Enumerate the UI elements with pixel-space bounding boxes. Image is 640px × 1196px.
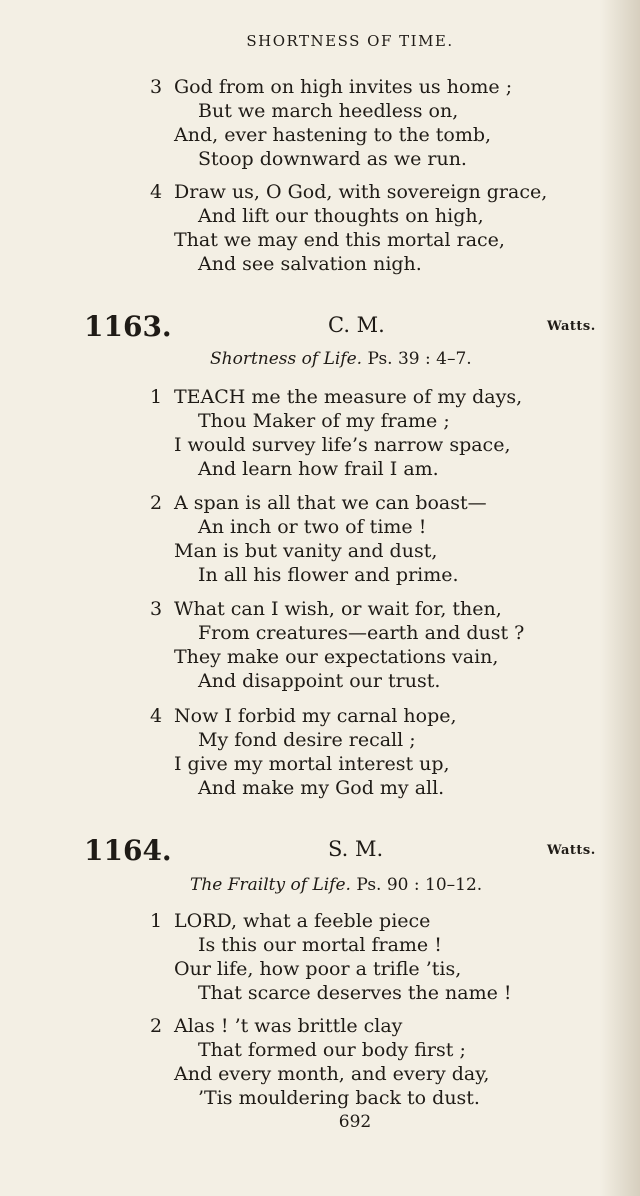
hymn-meter: S. M. xyxy=(328,837,384,861)
verse-line: Stoop downward as we run. xyxy=(198,148,467,170)
hymn-number: 1164. xyxy=(84,834,172,867)
verse-line: Thou Maker of my frame ; xyxy=(198,410,450,432)
hymn-topic: Shortness of Life. xyxy=(210,349,363,369)
hymn-topic: The Frailty of Life. xyxy=(190,875,351,895)
stanza xyxy=(150,385,522,481)
stanza xyxy=(150,75,512,171)
stanza xyxy=(150,597,524,693)
verse-line: And, ever hastening to the tomb, xyxy=(174,124,492,146)
verse-line: An inch or two of time ! xyxy=(198,516,427,538)
stanza-number: 2 xyxy=(150,1015,163,1037)
stanza xyxy=(150,1014,489,1110)
verse-line: Is this our mortal frame ! xyxy=(198,934,442,956)
verse-line: And lift our thoughts on high, xyxy=(198,205,484,227)
page-edge-shadow xyxy=(600,0,640,1196)
verse-line: But we march heedless on, xyxy=(198,100,459,122)
hymn-meter: C. M. xyxy=(328,313,385,337)
verse-line: That we may end this mortal race, xyxy=(174,229,505,251)
verse-line: 1 TEACH me the measure of my days, xyxy=(150,386,523,408)
verse-line: 1 LORD, what a feeble piece xyxy=(150,910,431,932)
stanza-number: 1 xyxy=(150,910,163,932)
verse-line: My fond desire recall ; xyxy=(198,729,416,751)
stanza xyxy=(150,491,487,587)
hymn-number: 1163. xyxy=(84,310,172,343)
verse-line: And every month, and every day, xyxy=(174,1063,490,1085)
scripture-reference: Ps. 39 : 4–7. xyxy=(367,349,472,369)
verse-line: And see salvation nigh. xyxy=(198,253,422,275)
stanza-number: 4 xyxy=(150,181,163,203)
verse-line: And make my God my all. xyxy=(198,777,445,799)
verse-line: And disappoint our trust. xyxy=(198,670,441,692)
verse-line: 2 A span is all that we can boast— xyxy=(150,492,487,514)
verse-line: 4 Now I forbid my carnal hope, xyxy=(150,705,457,727)
hymn-author: Watts. xyxy=(547,319,596,334)
stanza-number: 4 xyxy=(150,705,163,727)
page-number: 692 xyxy=(338,1112,372,1132)
verse-line: 3 God from on high invites us home ; xyxy=(150,76,513,98)
verse-line: Our life, how poor a trifle ’tis, xyxy=(174,958,462,980)
verse-line: They make our expectations vain, xyxy=(174,646,499,668)
verse-line: Man is but vanity and dust, xyxy=(174,540,438,562)
verse-line: 2 Alas ! ’t was brittle clay xyxy=(150,1015,403,1037)
stanza xyxy=(150,909,512,1005)
stanza xyxy=(150,180,547,276)
running-head: SHORTNESS OF TIME. xyxy=(246,32,454,50)
verse-line: I give my mortal interest up, xyxy=(174,753,450,775)
stanza xyxy=(150,704,457,800)
stanza-number: 3 xyxy=(150,76,163,98)
verse-line: In all his flower and prime. xyxy=(198,564,459,586)
hymn-subtitle xyxy=(190,875,482,895)
hymn-author: Watts. xyxy=(547,843,596,858)
verse-line: That scarce deserves the name ! xyxy=(198,982,512,1004)
stanza-number: 1 xyxy=(150,386,163,408)
scripture-reference: Ps. 90 : 10–12. xyxy=(356,875,483,895)
verse-line: From creatures—earth and dust ? xyxy=(198,622,525,644)
hymn-subtitle xyxy=(210,349,472,369)
verse-line: That formed our body first ; xyxy=(198,1039,466,1061)
verse-line: 4 Draw us, O God, with sovereign grace, xyxy=(150,181,548,203)
verse-line: 3 What can I wish, or wait for, then, xyxy=(150,598,502,620)
verse-line: And learn how frail I am. xyxy=(198,458,439,480)
stanza-number: 2 xyxy=(150,492,163,514)
stanza-number: 3 xyxy=(150,598,163,620)
verse-line: ’Tis mouldering back to dust. xyxy=(198,1087,480,1109)
verse-line: I would survey life’s narrow space, xyxy=(174,434,511,456)
